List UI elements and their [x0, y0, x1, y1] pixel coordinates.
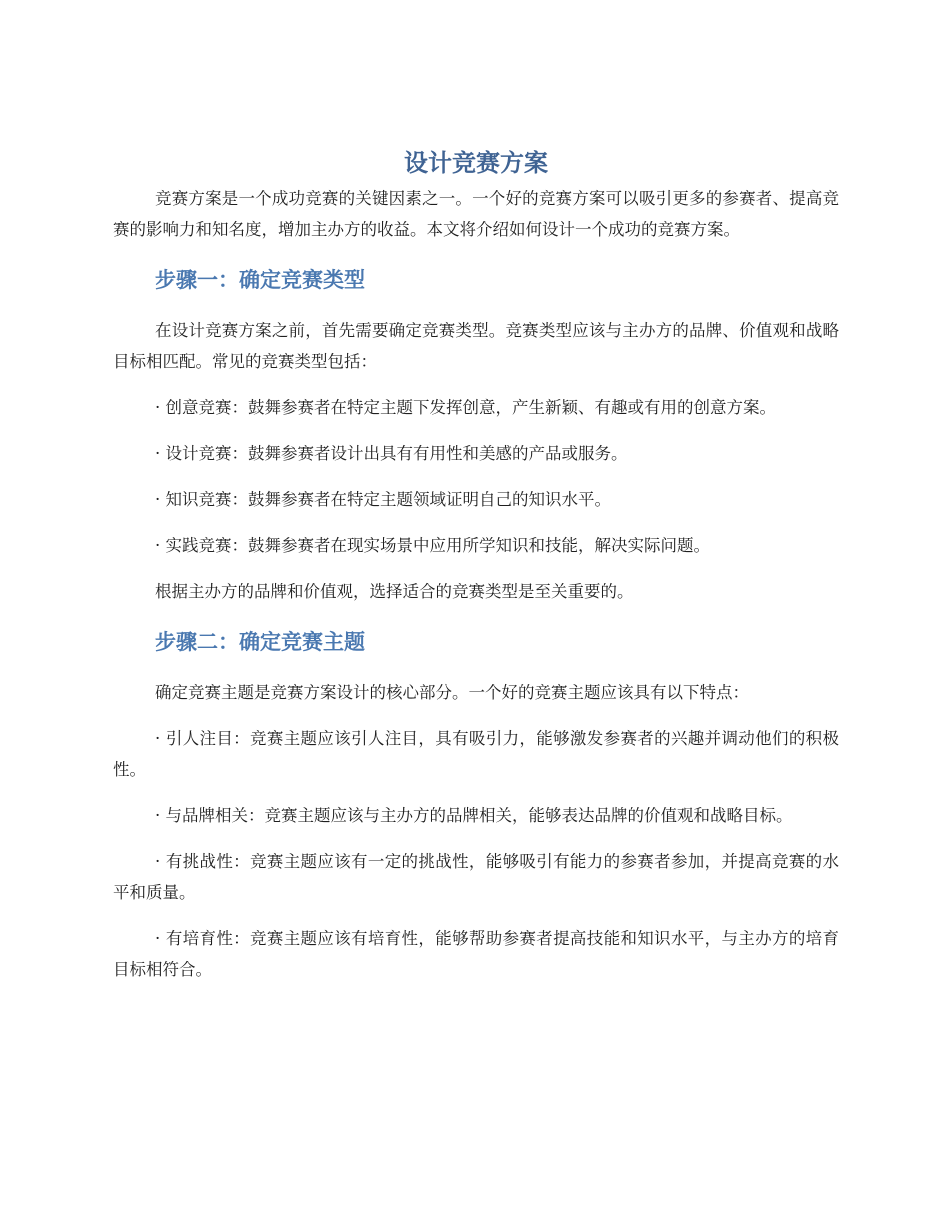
list-item: · 创意竞赛：鼓舞参赛者在特定主题下发挥创意，产生新颖、有趣或有用的创意方案。: [155, 398, 776, 417]
list-item: · 有培育性：竞赛主题应该有培育性，能够帮助参赛者提高技能和知识水平，与主办方的培育目标相符合。: [113, 929, 839, 979]
section-two-lead: 确定竞赛主题是竞赛方案设计的核心部分。一个好的竞赛主题应该具有以下特点：: [155, 683, 749, 702]
section-one-closing: 根据主办方的品牌和价值观，选择适合的竞赛类型是至关重要的。: [155, 582, 634, 601]
document-title: 设计竞赛方案: [404, 149, 548, 177]
section-one-lead: 在设计竞赛方案之前，首先需要确定竞赛类型。竞赛类型应该与主办方的品牌、价值观和战略目标相匹配。常见的竞赛类型包括：: [113, 321, 839, 371]
list-item: · 知识竞赛：鼓舞参赛者在特定主题领域证明自己的知识水平。: [155, 490, 611, 509]
intro-paragraph: 竞赛方案是一个成功竞赛的关键因素之一。一个好的竞赛方案可以吸引更多的参赛者、提高竞赛的影响力和知名度，增加主办方的收益。本文将介绍如何设计一个成功的竞赛方案。: [113, 189, 839, 239]
list-item: · 实践竞赛：鼓舞参赛者在现实场景中应用所学知识和技能，解决实际问题。: [155, 536, 710, 555]
list-item: · 有挑战性：竞赛主题应该有一定的挑战性，能够吸引有能力的参赛者参加，并提高竞赛的水平和质量。: [113, 852, 839, 902]
section-heading-step-two: 步骤二：确定竞赛主题: [155, 630, 365, 654]
document-body: [113, 143, 839, 985]
list-item: · 引人注目：竞赛主题应该引人注目，具有吸引力，能够激发参赛者的兴趣并调动他们的积极性。: [113, 729, 839, 779]
list-item: · 与品牌相关：竞赛主题应该与主办方的品牌相关，能够表达品牌的价值观和战略目标。: [155, 806, 793, 825]
section-heading-step-one: 步骤一：确定竞赛类型: [155, 268, 365, 292]
list-item: · 设计竞赛：鼓舞参赛者设计出具有有用性和美感的产品或服务。: [155, 444, 628, 463]
